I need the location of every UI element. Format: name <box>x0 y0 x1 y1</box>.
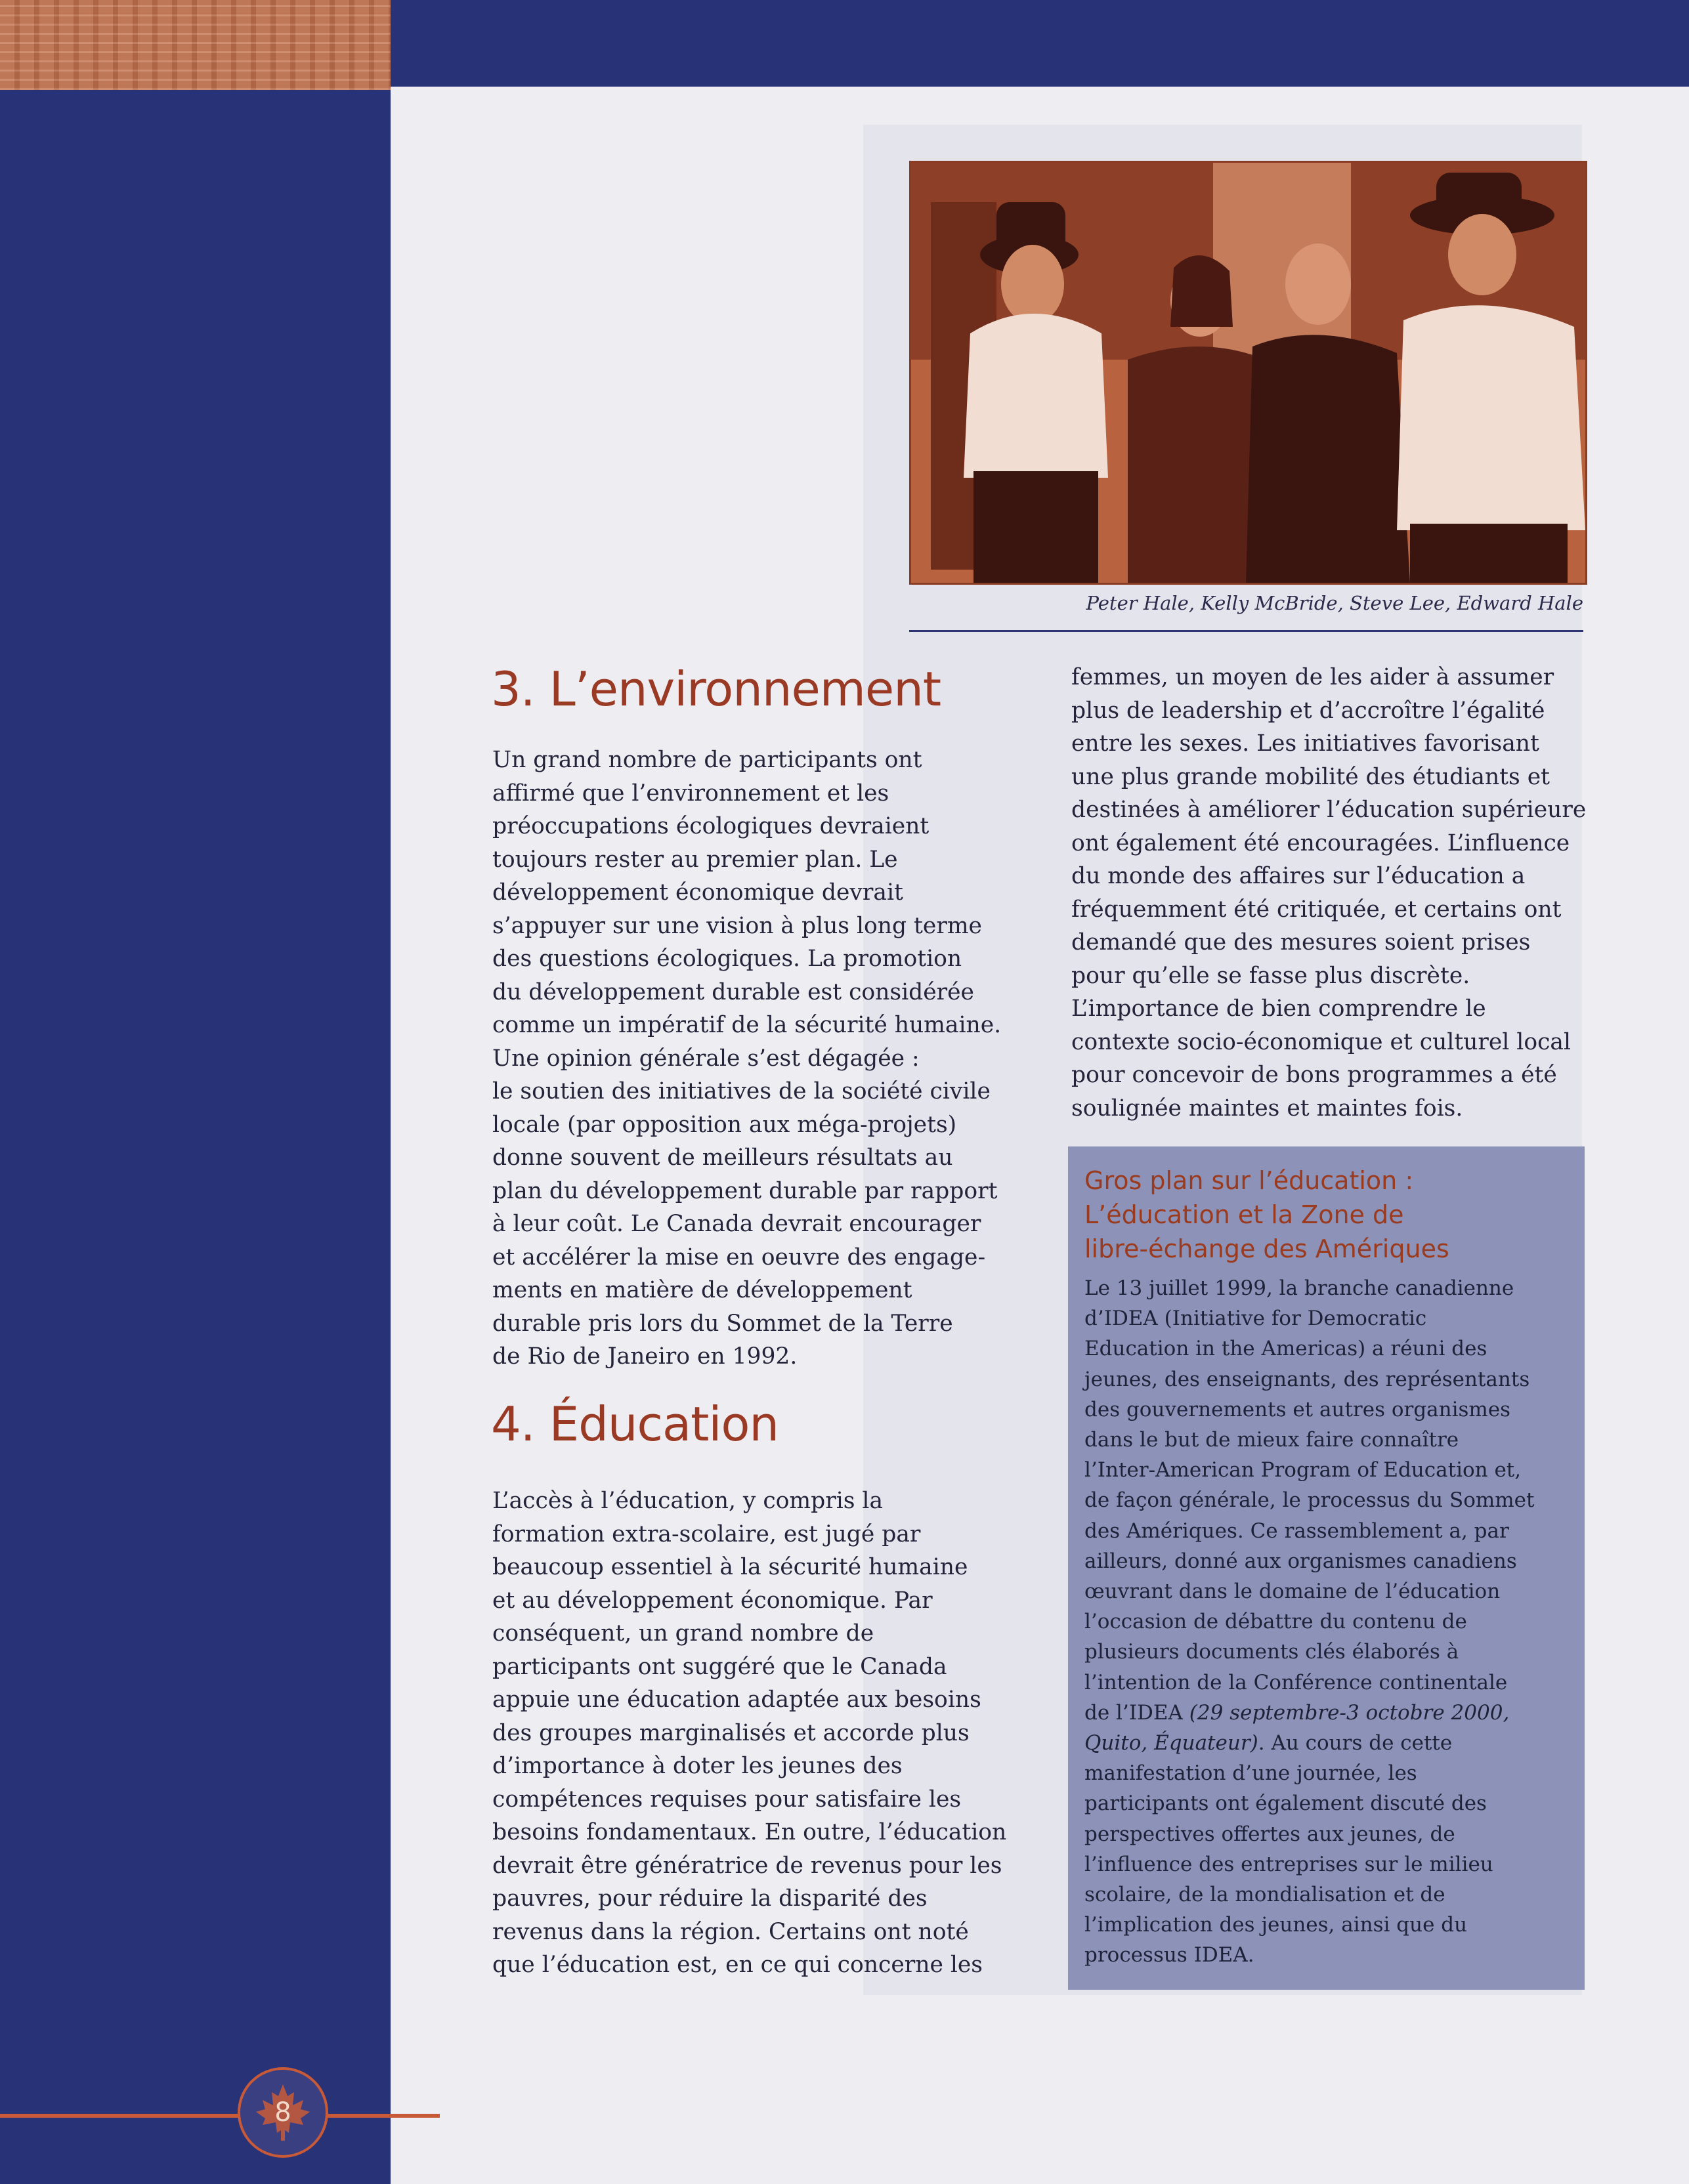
text-line: comme un impératif de la sécurité humaine. <box>492 1012 1002 1038</box>
caption-rule <box>909 630 1583 632</box>
text-line: Education in the Americas) a réuni des <box>1084 1337 1487 1361</box>
italic-text: Quito, Équateur) <box>1084 1731 1258 1755</box>
text-line: destinées à améliorer l’éducation supérieure <box>1071 797 1587 823</box>
text-line: une plus grande mobilité des étudiants et <box>1071 763 1550 790</box>
text-line: de l’IDEA (29 septembre-3 octobre 2000, <box>1084 1700 1510 1725</box>
sidebar-title-line: libre-échange des Amériques <box>1084 1234 1449 1263</box>
text-line: préoccupations écologiques devraient <box>492 813 930 839</box>
text-line: affirmé que l’environnement et les <box>492 780 889 807</box>
text-line: contexte socio-économique et culturel local <box>1071 1028 1571 1055</box>
text-line: à leur coût. Le Canada devrait encourager <box>492 1211 981 1237</box>
text-line: l’intention de la Conférence continentale <box>1084 1670 1508 1694</box>
section-4-body <box>492 1484 1024 1982</box>
text-line: plusieurs documents clés élaborés à <box>1084 1640 1459 1664</box>
text-line: l’Inter-American Program of Education et, <box>1084 1458 1522 1482</box>
text-line: manifestation d’une journée, les <box>1084 1761 1417 1786</box>
text-line: perspectives offertes aux jeunes, de <box>1084 1822 1455 1846</box>
text-line: de façon générale, le processus du Sommet <box>1084 1488 1535 1513</box>
section-4-heading: 4. Éducation <box>491 1396 779 1452</box>
text-line: besoins fondamentaux. En outre, l’éducation <box>492 1819 1007 1845</box>
text-line: donne souvent de meilleurs résultats au <box>492 1144 953 1171</box>
text-line: demandé que des mesures soient prises <box>1071 929 1531 956</box>
italic-text: (29 septembre-3 octobre 2000, <box>1189 1700 1510 1725</box>
text-line: toujours rester au premier plan. Le <box>492 846 898 873</box>
photo-caption: Peter Hale, Kelly McBride, Steve Lee, Edward Hale <box>1086 592 1583 614</box>
text-line: des gouvernements et autres organismes <box>1084 1397 1511 1421</box>
text-line: le soutien des initiatives de la société civile <box>492 1078 991 1104</box>
text-line: plan du développement durable par rapport <box>492 1177 998 1204</box>
text-line: Le 13 juillet 1999, la branche canadienne <box>1084 1276 1514 1300</box>
text-line: appuie une éducation adaptée aux besoins <box>492 1687 981 1713</box>
text-line: revenus dans la région. Certains ont noté <box>492 1918 969 1945</box>
group-photo <box>909 161 1587 585</box>
text-line: des groupes marginalisés et accorde plus <box>492 1719 970 1746</box>
text-line: soulignée maintes et maintes fois. <box>1071 1095 1463 1122</box>
text-line: participants ont suggéré que le Canada <box>492 1653 947 1680</box>
text-line: L’importance de bien comprendre le <box>1071 996 1486 1022</box>
sidebar-title <box>1084 1164 1570 1266</box>
text-line: entre les sexes. Les initiatives favorisant <box>1071 730 1539 757</box>
text-line: l’implication des jeunes, ainsi que du <box>1084 1913 1468 1937</box>
text-line: œuvrant dans le domaine de l’éducation <box>1084 1580 1501 1604</box>
text-line: et au développement économique. Par <box>492 1587 933 1614</box>
text-line: femmes, un moyen de les aider à assumer <box>1071 664 1554 690</box>
text-line: participants ont également discuté des <box>1084 1792 1487 1816</box>
text-line: pour qu’elle se fasse plus discrète. <box>1071 962 1470 989</box>
text-line: compétences requises pour satisfaire les <box>492 1786 962 1813</box>
text-line: des Amériques. Ce rassemblement a, par <box>1084 1519 1509 1543</box>
left-band <box>0 90 391 2184</box>
text-line: du monde des affaires sur l’éducation a <box>1071 863 1526 889</box>
text-line: ont également été encouragées. L’influence <box>1071 830 1570 856</box>
text-line: d’importance à doter les jeunes des <box>492 1753 903 1779</box>
text-line: Quito, Équateur). Au cours de cette <box>1084 1731 1453 1755</box>
text-line: s’appuyer sur une vision à plus long terme <box>492 912 982 939</box>
text-line: conséquent, un grand nombre de <box>492 1620 874 1647</box>
text-line: formation extra-scolaire, est jugé par <box>492 1521 921 1547</box>
text-line: dans le but de mieux faire connaître <box>1084 1428 1459 1452</box>
page-number-badge <box>238 2067 328 2158</box>
section-3-heading: 3. L’environnement <box>491 662 941 717</box>
text-line: des questions écologiques. La promotion <box>492 946 962 972</box>
text-line: Une opinion générale s’est dégagée : <box>492 1045 920 1072</box>
text-line: de Rio de Janeiro en 1992. <box>492 1343 798 1370</box>
text-line: ments en matière de développement <box>492 1277 912 1303</box>
text-line: locale (par opposition aux méga-projets) <box>492 1111 957 1138</box>
top-band <box>391 0 1689 87</box>
footer-rule <box>0 2114 440 2118</box>
text-line: et accélérer la mise en oeuvre des engage- <box>492 1244 986 1270</box>
text-line: jeunes, des enseignants, des représentants <box>1084 1367 1530 1391</box>
text-line: L’accès à l’éducation, y compris la <box>492 1488 884 1514</box>
text-line: ailleurs, donné aux organismes canadiens <box>1084 1549 1517 1573</box>
column-2-body <box>1071 661 1596 1125</box>
text-line: scolaire, de la mondialisation et de <box>1084 1883 1445 1907</box>
corner-photo-strip <box>0 0 391 90</box>
text-line: pour concevoir de bons programmes a été <box>1071 1062 1557 1088</box>
text-line: d’IDEA (Initiative for Democratic <box>1084 1307 1427 1331</box>
text-line: l’influence des entreprises sur le milieu <box>1084 1852 1493 1876</box>
text-line: pauvres, pour réduire la disparité des <box>492 1885 928 1912</box>
text-line: devrait être génératrice de revenus pour les <box>492 1852 1002 1879</box>
page-number: 8 <box>274 2097 291 2128</box>
sidebar-body <box>1084 1273 1580 1971</box>
text-line: processus IDEA. <box>1084 1943 1254 1967</box>
text-line: durable pris lors du Sommet de la Terre <box>492 1310 953 1337</box>
text-line: l’occasion de débattre du contenu de <box>1084 1610 1467 1634</box>
sidebar-title-line: Gros plan sur l’éducation : <box>1084 1166 1414 1195</box>
section-3-body <box>492 744 1024 1374</box>
text-line: Un grand nombre de participants ont <box>492 747 922 773</box>
text-line: développement économique devrait <box>492 879 903 906</box>
text-line: du développement durable est considérée <box>492 978 974 1005</box>
sidebar-title-line: L’éducation et la Zone de <box>1084 1200 1404 1229</box>
text-line: que l’éducation est, en ce qui concerne les <box>492 1952 983 1978</box>
text-line: beaucoup essentiel à la sécurité humaine <box>492 1554 968 1580</box>
text-line: plus de leadership et d’accroître l’égalité <box>1071 697 1545 724</box>
text-line: fréquemment été critiquée, et certains ont <box>1071 896 1562 923</box>
